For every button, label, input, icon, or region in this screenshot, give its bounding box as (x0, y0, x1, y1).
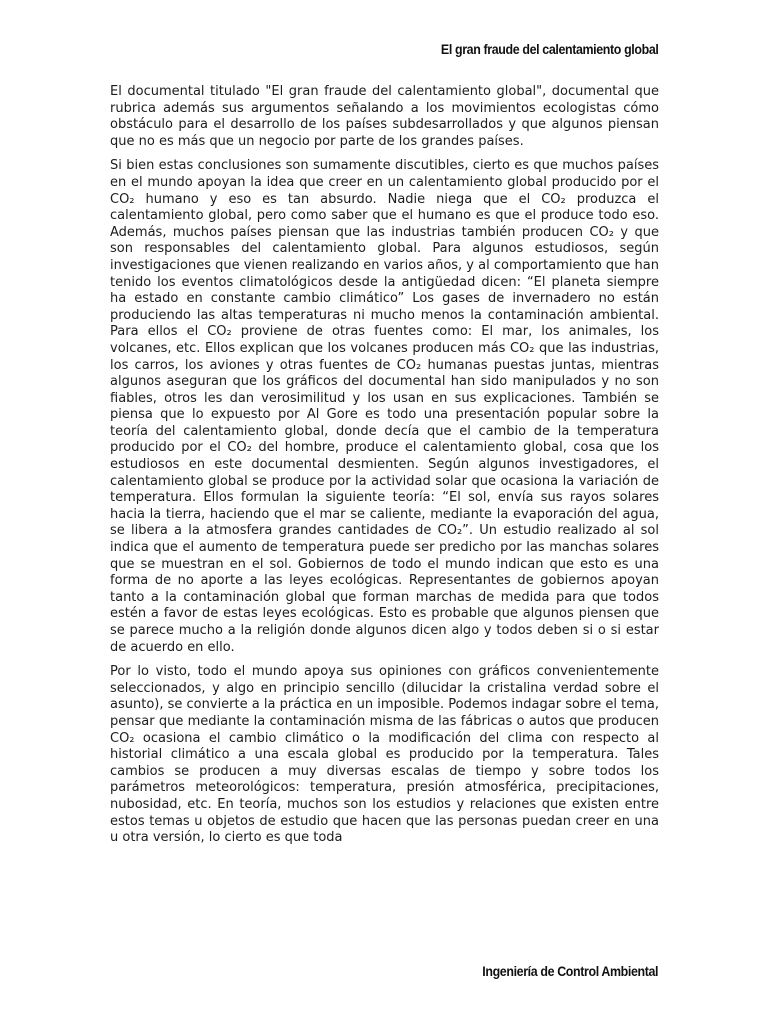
paragraph-1: El documental titulado "El gran fraude del calentamiento global", documental que rubrica además sus argumentos señalando a los movimientos ecologistas cómo obstáculo para el desarrollo de los países subdesarrollados y que algunos piensan que no es más que un negocio por parte de los grandes países. (110, 84, 659, 149)
document-body (110, 84, 659, 855)
paragraph-2: Si bien estas conclusiones son sumamente discutibles, cierto es que muchos países en el mundo apoyan la idea que creer en un calentamiento global producido por el CO₂ humano y eso es tan absurdo. Nadie niega que el CO₂ produzca el calentamiento global, pero como saber que el humano es que el produce todo eso. Además, muchos países piensan que las industrias también producen CO₂ y que son responsables del calentamiento global. Para algunos estudiosos, según investigaciones que vienen realizando en varios años, y al comportamiento que han tenido los eventos climatológicos desde la antigüedad dicen: “El planeta siempre ha estado en constante cambio climático” Los gases de invernadero no están produciendo las altas temperaturas ni mucho menos la contaminación ambiental. Para ellos el CO₂ proviene de otras fuentes como: El mar, los animales, los volcanes, etc. Ellos explican que los volcanes producen más CO₂ que las industrias, los carros, los aviones y otras fuentes de CO₂ humanas puestas juntas, mientras algunos aseguran que los gráficos del documental han sido manipulados y no son fiables, otros les dan verosimilitud y los usan en sus explicaciones. También se piensa que lo expuesto por Al Gore es todo una presentación popular sobre la teoría del calentamiento global, donde decía que el cambio de la temperatura producido por el CO₂ del hombre, produce el calentamiento global, cosa que los estudiosos en este documental desmienten. Según algunos investigadores, el calentamiento global se produce por la actividad solar que ocasiona la variación de temperatura. Ellos formulan la siguiente teoría: “El sol, envía sus rayos solares hacia la tierra, haciendo que el mar se caliente, mediante la evaporación del agua, se libera a la atmosfera grandes cantidades de CO₂”. Un estudio realizado al sol indica que el aumento de temperatura puede ser predicho por las manchas solares que se muestran en el sol. Gobiernos de todo el mundo indican que esto es una forma de no aporte a las leyes ecológicas. Representantes de gobiernos apoyan tanto a la contaminación global que forman marchas de medida para que todos estén a favor de estas leyes ecológicas. Esto es probable que algunos piensen que se parece mucho a la religión donde algunos dicen algo y todos deben si o si estar de acuerdo en ello. (110, 158, 659, 655)
page-footer-text: Ingeniería de Control Ambiental (482, 964, 658, 979)
paragraph-3: Por lo visto, todo el mundo apoya sus opiniones con gráficos convenientemente seleccionados, y algo en principio sencillo (dilucidar la cristalina verdad sobre el asunto), se convierte a la práctica en un imposible. Podemos indagar sobre el tema, pensar que mediante la contaminación misma de las fábricas o autos que producen CO₂ ocasiona el cambio climático o la modificación del clima con respecto al historial climático a una escala global es producido por la temperatura. Tales cambios se producen a muy diversas escalas de tiempo y sobre todos los parámetros meteorológicos: temperatura, presión atmosférica, precipitaciones, nubosidad, etc. En teoría, muchos son los estudios y relaciones que existen entre estos temas u objetos de estudio que hacen que las personas puedan creer en una u otra versión, lo cierto es que toda (110, 664, 659, 846)
page-header-title: El gran fraude del calentamiento global (440, 42, 658, 57)
